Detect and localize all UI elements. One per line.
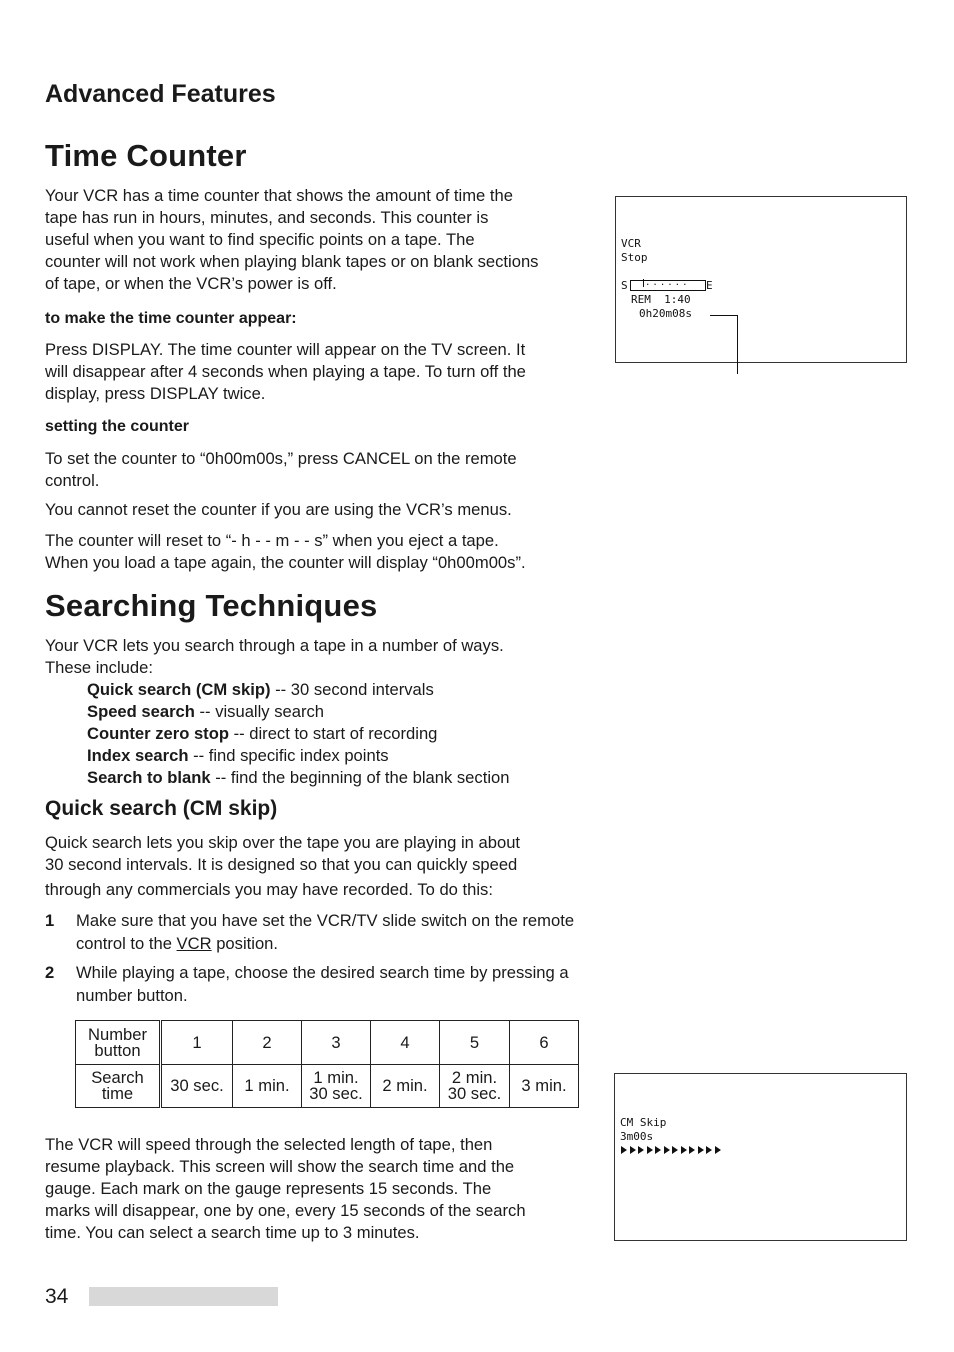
- text-line: The counter will reset to “- h - - m - - s” when you eject a tape.: [45, 531, 499, 550]
- step-text: While playing a tape, choose the desired search time by pressing a number button.: [76, 963, 569, 1005]
- cm-skip-gauge: [621, 1146, 731, 1155]
- table-cell: 1 min. 30 sec.: [302, 1065, 371, 1108]
- text-line: Press DISPLAY. The time counter will appear on the TV screen. It: [45, 340, 526, 359]
- step-1: [45, 909, 585, 955]
- method-desc: -- find the beginning of the blank section: [210, 768, 510, 787]
- step-text-after: position.: [211, 934, 279, 953]
- searching-title: Searching Techniques: [45, 588, 378, 623]
- list-item: [87, 701, 509, 723]
- step-number: 1: [45, 911, 55, 930]
- quick-search-outro: [45, 1134, 590, 1244]
- gauge-mark-icon: [621, 1146, 627, 1154]
- tv-screen-counter: [615, 196, 907, 363]
- gauge-end-label: E: [706, 279, 713, 292]
- method-desc: -- visually search: [194, 702, 325, 721]
- step-number: 2: [45, 963, 55, 982]
- table-row: [76, 1021, 579, 1065]
- gauge-position-marker: [643, 279, 644, 287]
- text-line: To set the counter to “0h00m00s,” press CANCEL on the remote: [45, 449, 517, 468]
- text-line: marks will disappear, one by one, every 15 seconds of the search: [45, 1201, 526, 1220]
- text-line: Quick search lets you skip over the tape you are playing in about: [45, 833, 521, 852]
- page-number: 34: [45, 1285, 69, 1308]
- gauge-mark-icon: [681, 1146, 687, 1154]
- gauge-mark-icon: [689, 1146, 695, 1154]
- table-cell: 2 min.: [371, 1065, 440, 1108]
- text-line: 30 second intervals. It is designed so that you can quickly speed: [45, 855, 518, 874]
- time-counter-intro: [45, 185, 590, 295]
- gauge-mark-icon: [638, 1146, 644, 1154]
- menus-note: You cannot reset the counter if you are using the VCR’s menus.: [45, 500, 512, 519]
- time-counter-readout: 0h20m08s: [639, 307, 692, 320]
- method-name: Quick search (CM skip): [87, 680, 271, 699]
- reset-paragraph: [45, 530, 590, 574]
- gauge-mark-icon: [664, 1146, 670, 1154]
- text-line: The VCR will speed through the selected length of tape, then: [45, 1135, 493, 1154]
- appear-heading: to make the time counter appear:: [45, 310, 297, 327]
- step-2: [45, 961, 585, 1007]
- text-line: These include:: [45, 658, 153, 677]
- quick-search-intro: [45, 832, 590, 901]
- text-line: tape has run in hours, minutes, and seconds. This counter is: [45, 208, 489, 227]
- method-desc: -- find specific index points: [188, 746, 389, 765]
- cm-skip-time: 3m00s: [620, 1130, 654, 1143]
- text-line: resume playback. This screen will show the search time and the: [45, 1157, 515, 1176]
- text-line: useful when you want to find specific points on a tape. The: [45, 230, 475, 249]
- section-label: Advanced Features: [45, 80, 276, 108]
- text-line: will disappear after 4 seconds when playing a tape. To turn off the: [45, 362, 526, 381]
- list-item: [87, 767, 509, 789]
- list-item: [87, 679, 509, 701]
- searching-intro: [45, 635, 590, 679]
- text-line: through any commercials you may have recorded. To do this:: [45, 880, 493, 899]
- table-cell: 2 min. 30 sec.: [440, 1065, 510, 1108]
- screen-status-label: Stop: [621, 251, 648, 264]
- gauge-mark-icon: [630, 1146, 636, 1154]
- set-paragraph: [45, 448, 590, 492]
- callout-line-vertical: [737, 315, 738, 374]
- search-time-table: [75, 1020, 579, 1108]
- gauge-mark-icon: [698, 1146, 704, 1154]
- table-cell: 5: [440, 1021, 510, 1065]
- setting-heading: setting the counter: [45, 418, 190, 435]
- table-cell: 2: [233, 1021, 302, 1065]
- table-cell: 1 min.: [233, 1065, 302, 1108]
- text-line: of tape, or when the VCR’s power is off.: [45, 274, 337, 293]
- vcr-position-term: VCR: [176, 934, 212, 953]
- table-row: [76, 1065, 579, 1108]
- method-name: Index search: [87, 746, 189, 765]
- quick-search-title: Quick search (CM skip): [45, 797, 278, 820]
- table-cell: 4: [371, 1021, 440, 1065]
- table-cell: 6: [510, 1021, 579, 1065]
- text-line: counter will not work when playing blank tapes or on blank sections: [45, 252, 539, 271]
- gauge-mark-icon: [715, 1146, 721, 1154]
- text-line: Your VCR has a time counter that shows the amount of time the: [45, 186, 513, 205]
- cm-skip-label: CM Skip: [620, 1116, 667, 1129]
- text-line: time. You can select a search time up to 3 minutes.: [45, 1223, 420, 1242]
- table-cell: 30 sec.: [161, 1065, 233, 1108]
- search-methods-list: [87, 679, 509, 789]
- method-name: Counter zero stop: [87, 724, 229, 743]
- time-counter-title: Time Counter: [45, 138, 247, 173]
- tv-screen-cm-skip: [614, 1073, 907, 1241]
- list-item: [87, 723, 509, 745]
- table-cell: 3 min.: [510, 1065, 579, 1108]
- step-text: [76, 909, 585, 955]
- text-line: display, press DISPLAY twice.: [45, 384, 266, 403]
- text-line: gauge. Each mark on the gauge represents 15 seconds. The: [45, 1179, 492, 1198]
- footer-bar: [89, 1287, 278, 1306]
- row-header-search-time: Search time: [76, 1065, 161, 1108]
- row-header-number-button: Number button: [76, 1021, 161, 1065]
- method-name: Search to blank: [87, 768, 211, 787]
- text-line: When you load a tape again, the counter will display “0h00m00s”.: [45, 553, 526, 572]
- text-line: Your VCR lets you search through a tape in a number of ways.: [45, 636, 504, 655]
- method-desc: -- direct to start of recording: [228, 724, 438, 743]
- table-cell: 3: [302, 1021, 371, 1065]
- table-cell: 1: [161, 1021, 233, 1065]
- list-item: [87, 745, 509, 767]
- gauge-mark-icon: [647, 1146, 653, 1154]
- remaining-time-label: REM 1:40: [631, 293, 691, 306]
- callout-line-horizontal: [710, 315, 737, 316]
- gauge-mark-icon: [655, 1146, 661, 1154]
- tape-position-gauge: [621, 279, 713, 293]
- step-text-before: Make sure that you have set the VCR/TV slide switch on the remote control to the: [76, 911, 575, 953]
- method-desc: -- 30 second intervals: [270, 680, 434, 699]
- gauge-track: [630, 280, 706, 291]
- gauge-mark-icon: [672, 1146, 678, 1154]
- gauge-mark-icon: [706, 1146, 712, 1154]
- gauge-dots: ......: [645, 278, 690, 288]
- method-name: Speed search: [87, 702, 195, 721]
- appear-paragraph: [45, 339, 590, 405]
- gauge-start-label: S: [621, 279, 628, 292]
- screen-mode-label: VCR: [621, 237, 641, 250]
- text-line: control.: [45, 471, 100, 490]
